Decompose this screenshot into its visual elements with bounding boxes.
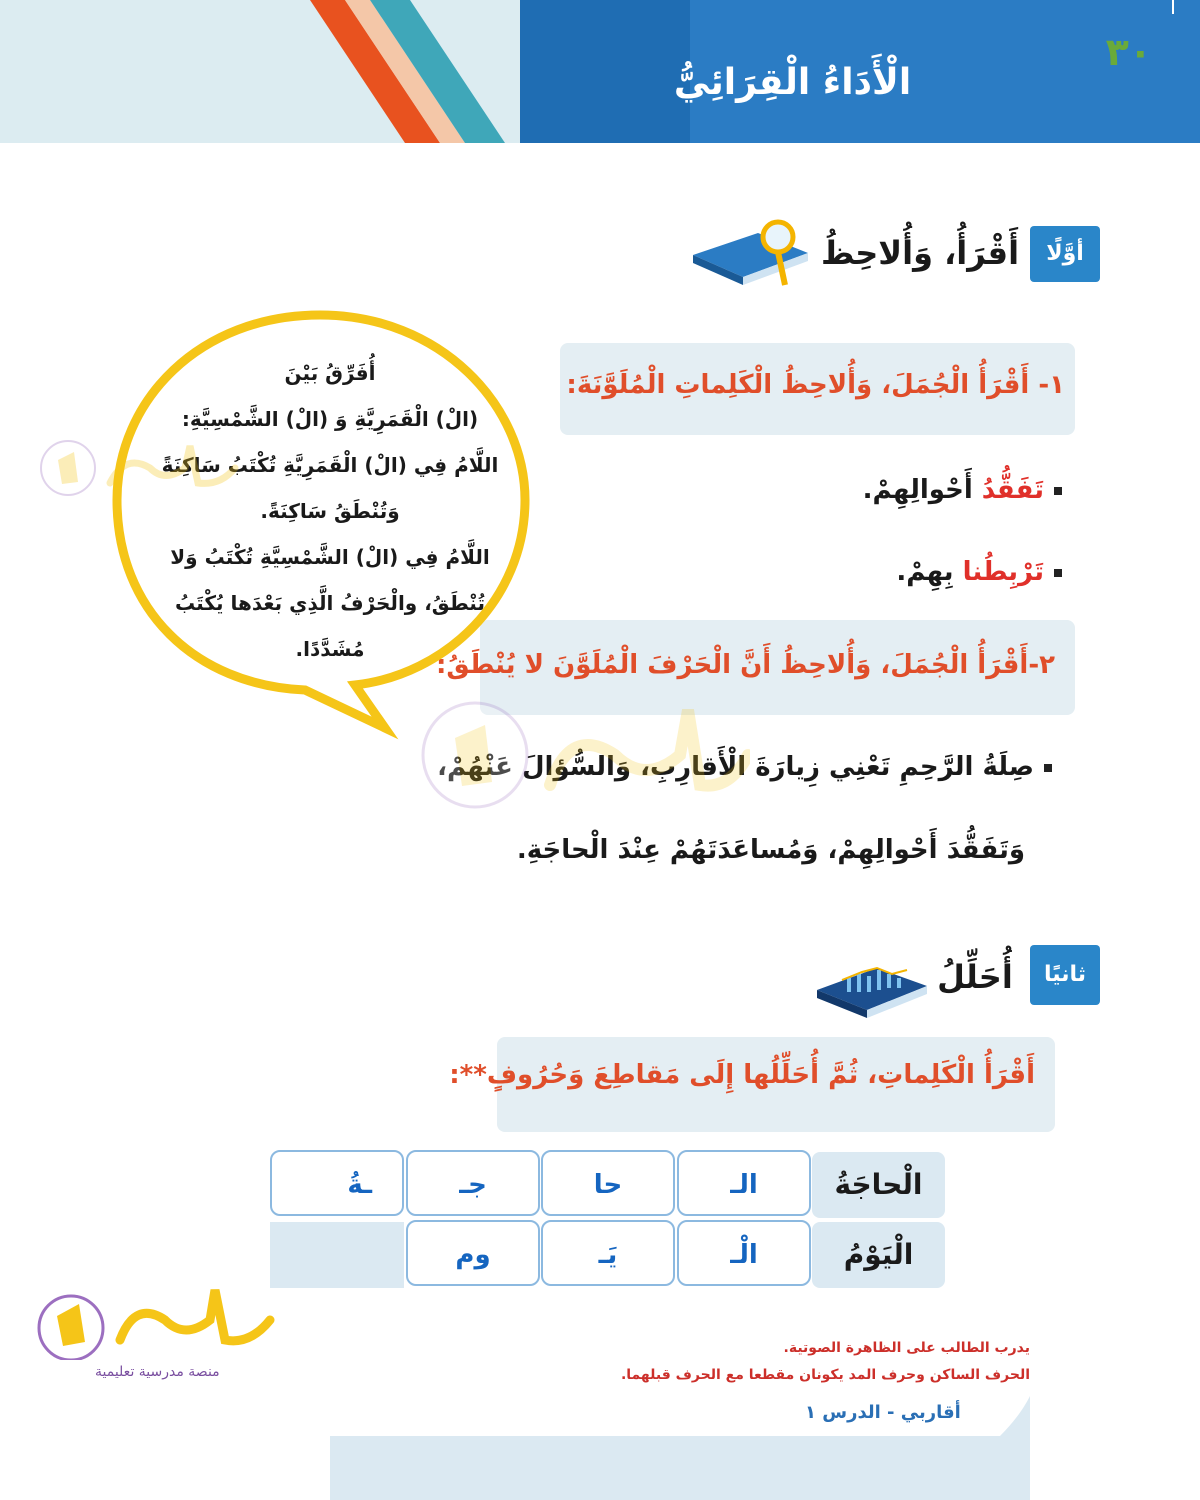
instruction-1: ١- أَقْرَأُ الْجُمَلَ، وَأُلاحِظُ الْكَلِماتِ الْمُلَوَّنَةَ: — [566, 370, 1065, 400]
syllable-cell-2-3[interactable]: وم — [406, 1220, 540, 1286]
chart-book-icon — [812, 958, 932, 1023]
footer-band — [330, 1436, 1030, 1500]
syllable-cell-1-4[interactable]: ـةُ — [270, 1150, 404, 1216]
word-cell-1: الْحاجَةُ — [812, 1152, 945, 1218]
header-stripes — [290, 0, 550, 143]
hulul-logo-icon — [35, 1280, 275, 1360]
syllable-cell-1-1[interactable]: الـ — [677, 1150, 811, 1216]
watermark-logo-bottom — [35, 1280, 275, 1390]
instruction-2: ٢-أَقْرَأُ الْجُمَلَ، وَأُلاحِظُ أَنَّ الْحَرْفَ الْمُلَوَّنَ لا يُنْطَقُ: — [436, 650, 1055, 680]
bullet-1: تَفَقُّدُ أَحْوالِهِمْ. — [863, 475, 1062, 505]
syllable-cell-2-2[interactable]: يَـ — [541, 1220, 675, 1286]
table-row-2-spacer — [270, 1222, 404, 1288]
section-badge-first: أوَّلًا — [1030, 226, 1100, 282]
section-badge-second: ثانيًا — [1030, 945, 1100, 1005]
paragraph-line-1: صِلَةُ الرَّحِمِ تَعْنِي زِيارَةَ الْأَقارِبِ، وَالسُّؤالَ عَنْهُمْ، — [437, 752, 1052, 782]
bubble-note: أُفَرِّقُ بَيْنَ (الْ) الْقَمَرِيَّةِ وَ (الْ) الشَّمْسِيَّةِ: اللَّامُ فِي (الْ) الْقَمَرِيَّةِ تُكْتَبُ سَاكِنَةً وَتُنْطَقُ سَاكِنَةً. اللَّامُ فِي (الْ) الشَّمْسِيَّةِ تُكْتَبُ وَلا تُنْطَقُ، والْحَرْفُ الَّذِي بَعْدَها يُكْتَبُ مُشَدَّدًا. — [161, 361, 499, 661]
page-header — [0, 0, 1200, 143]
section-title-read-observe: أَقْرَأُ، وَأُلاحِظُ — [820, 234, 1020, 272]
syllable-cell-1-3[interactable]: جـ — [406, 1150, 540, 1216]
section-title-analyze: أُحَلِّلُ — [937, 958, 1013, 996]
teacher-note-1: يدرب الطالب على الظاهرة الصوتية. — [783, 1340, 1030, 1356]
page-title: الْأَدَاءُ الْقِرَائِيُّ — [673, 62, 912, 103]
paragraph-line-2: وَتَفَقُّدَ أَحْوالِهِمْ، وَمُساعَدَتَهُمْ عِنْدَ الْحاجَةِ. — [516, 835, 1025, 865]
syllable-cell-2-1[interactable]: الْـ — [677, 1220, 811, 1286]
teacher-note-2: الحرف الساكن وحرف المد يكونان مقطعا مع الحرف قبلهما. — [620, 1367, 1030, 1383]
syllable-cell-1-2[interactable]: حا — [541, 1150, 675, 1216]
watermark-logo-left — [40, 438, 240, 518]
watermark-tagline: منصة مدرسية تعليمية — [95, 1364, 220, 1380]
word-cell-2: الْيَوْمُ — [812, 1222, 945, 1288]
lesson-tag: أقاربي - الدرس ١ — [805, 1402, 961, 1423]
bullet-2: تَرْبِطُنا بِهِمْ. — [896, 557, 1062, 587]
hulul-logo-faded-icon — [40, 438, 240, 498]
watermark-logo-center — [420, 700, 750, 840]
page-number: ٣٠ — [1105, 30, 1152, 74]
hulul-logo-center-icon — [420, 700, 750, 810]
instruction-analyze: أَقْرَأُ الْكَلِماتِ، ثُمَّ أُحَلِّلُها إِلَى مَقاطِعَ وَحُرُوفٍ**: — [449, 1060, 1035, 1090]
book-magnifier-icon — [688, 215, 813, 295]
